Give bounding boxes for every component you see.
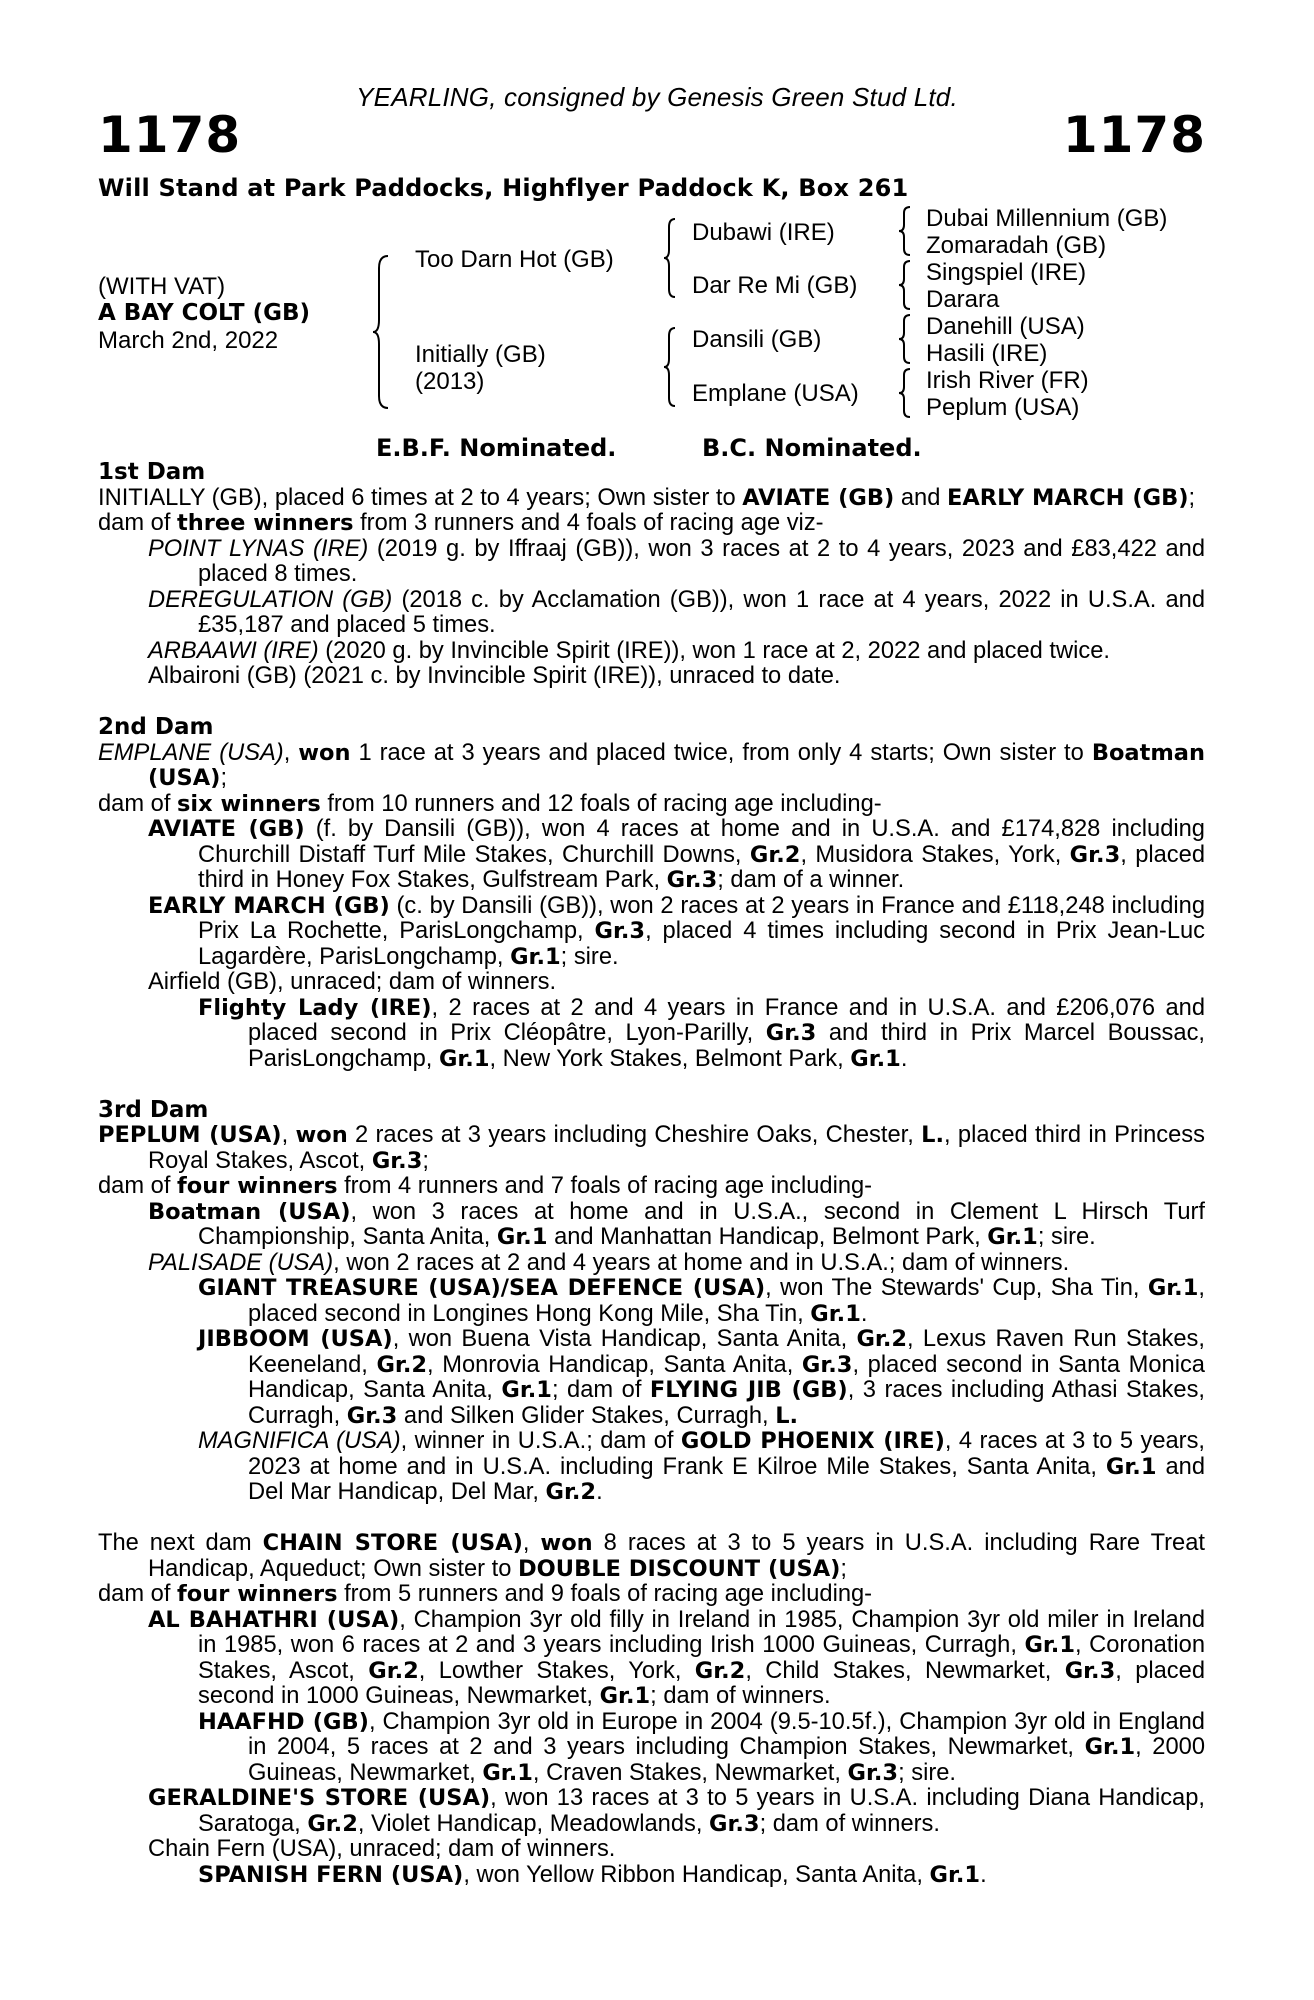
- lot-number-left: 1178: [98, 106, 242, 164]
- dam-description: PEPLUM (USA), won 2 races at 3 years including Cheshire Oaks, Chester, L., placed third in Princess Royal Stakes, Ascot, Gr.3;: [98, 1122, 1205, 1174]
- produce-entry: AVIATE (GB) (f. by Dansili (GB)), won 4 races at home and in U.S.A. and £174,828 including Churchill Distaff Turf Mile Stakes, Churchill Downs, Gr.2, Musidora Stakes, York, Gr.3, placed third in Honey Fox Stakes, Gulfstream Park, Gr.3; dam of a winner.: [148, 816, 1205, 893]
- dam-dam: Emplane (USA): [692, 380, 859, 407]
- produce-summary: dam of three winners from 3 runners and 4 foals of racing age viz-: [98, 510, 824, 536]
- third-dam-section: [98, 1098, 1205, 1506]
- produce-entry: Boatman (USA), won 3 races at home and in U.S.A., second in Clement L Hirsch Turf Championship, Santa Anita, Gr.1 and Manhattan Handicap, Belmont Park, Gr.1; sire.: [148, 1198, 1205, 1250]
- produce-entry: Flighty Lady (IRE), 2 races at 2 and 4 years in France and in U.S.A. and £206,076 and placed second in Prix Cléopâtre, Lyon-Parilly, Gr.3 and third in Prix Marcel Boussac, ParisLongchamp, Gr.1, New York Stakes, Belmont Park, Gr.1.: [198, 994, 1205, 1072]
- lot-number-right: 1178: [1062, 106, 1206, 164]
- produce-entry: SPANISH FERN (USA), won Yellow Ribbon Handicap, Santa Anita, Gr.1.: [198, 1861, 987, 1888]
- dam-sire-sire: Danehill (USA): [926, 313, 1085, 340]
- produce-entry: GIANT TREASURE (USA)/SEA DEFENCE (USA), won The Stewards' Cup, Sha Tin, Gr.1, placed second in Longines Hong Kong Mile, Sha Tin, Gr.1.: [198, 1275, 1205, 1327]
- dam-dam-sire: Irish River (FR): [926, 367, 1089, 394]
- dam-description: EMPLANE (USA), won 1 race at 3 years and placed twice, from only 4 starts; Own sister to Boatman (USA);: [98, 739, 1206, 791]
- sire-dam-dam: Darara: [926, 286, 1000, 313]
- sire-sire-dam: Zomaradah (GB): [926, 232, 1107, 259]
- produce-entry: PALISADE (USA), won 2 races at 2 and 4 years at home and in U.S.A.; dam of winners.: [148, 1249, 1070, 1276]
- sire-sire: Dubawi (IRE): [692, 219, 835, 246]
- produce-summary: dam of four winners from 5 runners and 9 foals of racing age including-: [98, 1581, 873, 1607]
- produce-entry: DEREGULATION (GB) (2018 c. by Acclamation (GB)), won 1 race at 4 years, 2022 in U.S.A. and £35,187 and placed 5 times.: [148, 586, 1205, 638]
- sire-sire-sire: Dubai Millennium (GB): [926, 205, 1168, 232]
- section-heading: 2nd Dam: [98, 714, 214, 740]
- bc-nominated: B.C. Nominated.: [702, 434, 922, 462]
- vat-note: (WITH VAT): [98, 273, 226, 300]
- produce-entry: GERALDINE'S STORE (USA), won 13 races at 3 to 5 years in U.S.A. including Diana Handicap, Saratoga, Gr.2, Violet Handicap, Meadowlands, Gr.3; dam of winners.: [148, 1785, 1205, 1837]
- sire-dam-sire: Singspiel (IRE): [926, 259, 1087, 286]
- produce-entry: EARLY MARCH (GB) (c. by Dansili (GB)), won 2 races at 2 years in France and £118,248 including Prix La Rochette, ParisLongchamp, Gr.3, placed 4 times including second in Prix Jean-Luc Lagardère, ParisLongchamp, Gr.1; sire.: [148, 892, 1206, 970]
- dam-year: (2013): [415, 368, 485, 395]
- pedigree-brace: [898, 313, 912, 365]
- produce-entry: Chain Fern (USA), unraced; dam of winners.: [148, 1836, 616, 1862]
- dam-description: The next dam CHAIN STORE (USA), won 8 races at 3 to 5 years in U.S.A. including Rare Treat Handicap, Aqueduct; Own sister to DOUBLE DISCOUNT (USA);: [98, 1530, 1205, 1582]
- pedigree-brace: [663, 326, 677, 408]
- produce-entry: JIBBOOM (USA), won Buena Vista Handicap, Santa Anita, Gr.2, Lexus Raven Run Stakes, Keeneland, Gr.2, Monrovia Handicap, Santa Anita, Gr.3, placed second in Santa Monica Handicap, Santa Anita, Gr.1; dam of FLYING JIB (GB), 3 races including Athasi Stakes, Curragh, Gr.3 and Silken Glider Stakes, Curragh, L.: [198, 1326, 1205, 1429]
- pedigree-brace: [898, 259, 912, 311]
- sire-dam: Dar Re Mi (GB): [692, 272, 858, 299]
- second-dam-section: [98, 715, 1205, 1072]
- produce-entry: HAAFHD (GB), Champion 3yr old in Europe in 2004 (9.5-10.5f.), Champion 3yr old in England in 2004, 5 races at 2 and 3 years including Champion Stakes, Newmarket, Gr.1, 2000 Guineas, Newmarket, Gr.1, Craven Stakes, Newmarket, Gr.3; sire.: [198, 1708, 1206, 1786]
- sire-name: Too Darn Hot (GB): [415, 246, 614, 273]
- produce-entry: POINT LYNAS (IRE) (2019 g. by Iffraaj (GB)), won 3 races at 2 to 4 years, 2023 and £83,422 and placed 8 times.: [148, 535, 1206, 587]
- section-heading: 1st Dam: [98, 459, 206, 485]
- pedigree-brace: [372, 254, 392, 410]
- produce-entry: Albaironi (GB) (2021 c. by Invincible Spirit (IRE)), unraced to date.: [148, 663, 841, 689]
- produce-entry: ARBAAWI (IRE) (2020 g. by Invincible Spirit (IRE)), won 1 race at 2, 2022 and placed twice.: [148, 637, 1110, 664]
- dam-name: Initially (GB): [415, 341, 546, 368]
- stand-location: Will Stand at Park Paddocks, Highflyer Paddock K, Box 261: [98, 174, 909, 202]
- produce-summary: dam of six winners from 10 runners and 12 foals of racing age including-: [98, 790, 882, 817]
- next-dam-section: [98, 1531, 1205, 1888]
- catalogue-body: [98, 460, 1205, 1888]
- pedigree-brace: [898, 205, 912, 257]
- produce-entry: MAGNIFICA (USA), winner in U.S.A.; dam of GOLD PHOENIX (IRE), 4 races at 3 to 5 years, 2023 at home and in U.S.A. including Frank E Kilroe Mile Stakes, Santa Anita, Gr.1 and Del Mar Handicap, Del Mar, Gr.2.: [198, 1428, 1205, 1505]
- pedigree-brace: [898, 367, 912, 419]
- dam-dam-dam: Peplum (USA): [926, 394, 1080, 421]
- dam-sire-dam: Hasili (IRE): [926, 340, 1048, 367]
- section-heading: 3rd Dam: [98, 1096, 209, 1123]
- pedigree-brace: [663, 217, 677, 299]
- dam-sire: Dansili (GB): [692, 326, 822, 353]
- produce-summary: dam of four winners from 4 runners and 7 foals of racing age including-: [98, 1173, 873, 1199]
- sale-subtitle: YEARLING, consigned by Genesis Green Stud Ltd.: [356, 82, 958, 112]
- lot-description: A BAY COLT (GB): [98, 300, 311, 326]
- foaling-date: March 2nd, 2022: [98, 327, 279, 354]
- ebf-nominated: E.B.F. Nominated.: [376, 434, 617, 462]
- produce-entry: Airfield (GB), unraced; dam of winners.: [148, 969, 557, 995]
- dam-description: INITIALLY (GB), placed 6 times at 2 to 4 years; Own sister to AVIATE (GB) and EARLY MARCH (GB);: [98, 484, 1196, 511]
- first-dam-section: [98, 460, 1205, 690]
- produce-entry: AL BAHATHRI (USA), Champion 3yr old filly in Ireland in 1985, Champion 3yr old miler in Ireland in 1985, won 6 races at 2 and 3 years including Irish 1000 Guineas, Curragh, Gr.1, Coronation Stakes, Ascot, Gr.2, Lowther Stakes, York, Gr.2, Child Stakes, Newmarket, Gr.3, placed second in 1000 Guineas, Newmarket, Gr.1; dam of winners.: [148, 1606, 1205, 1709]
